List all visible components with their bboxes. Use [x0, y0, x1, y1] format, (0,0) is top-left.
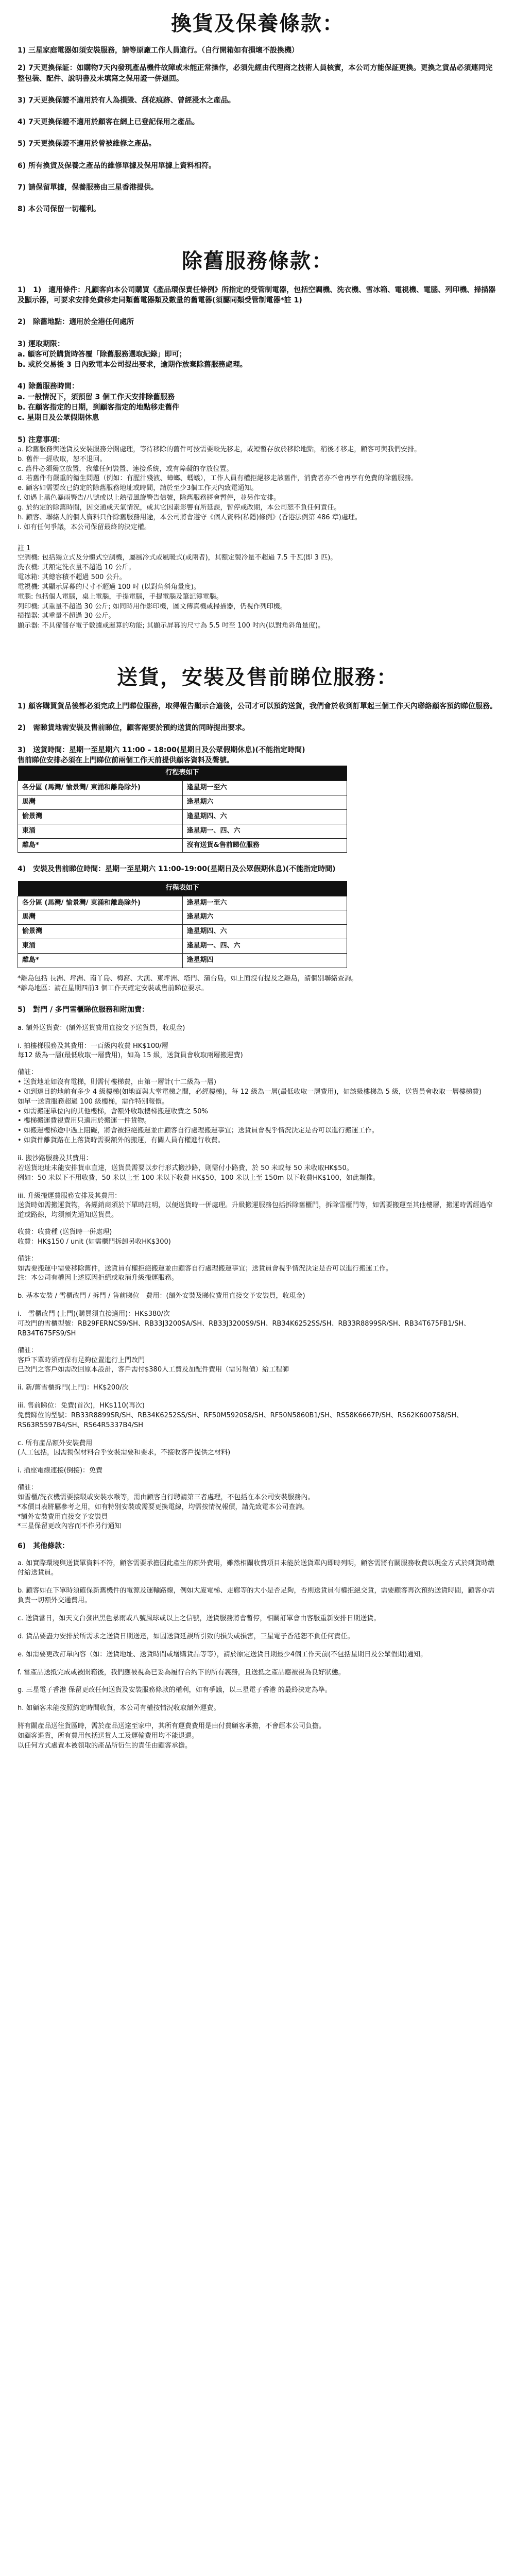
delivery-schedule-header: 行程表如下	[18, 766, 347, 781]
delivery-item-5: 5) 對門 / 多門雪櫃睇位服務和附加費：	[18, 1006, 149, 1014]
table-cell: 愉景灣	[18, 809, 183, 824]
table-row	[18, 910, 347, 925]
other-term-c: c. 送貨當日，如天文台發出黑色暴雨或八號風球或以上之信號，送貨服務將會暫停，相關訂單會由客服重新安排日期送貨。	[18, 1614, 381, 1622]
recycle-period-b: b. 或於交易後 3 日內致電本公司提出要求，逾期作放棄除舊服務處理。	[18, 361, 247, 369]
delivery-item-1: 1) 顧客購買貨品後都必須完成上門睇位服務，取得報告顯示合適後，公司才可以預約送貨，我們會於收到訂單起三個工作天內聯絡顧客預約睇位服務。	[18, 702, 497, 711]
other-term-d: d. 貨品要盡力安排於所需求之送貨日期送達，如因送貨延誤所引致的損失或損害，三星電子香港恕不負任何責任。	[18, 1632, 354, 1640]
table-row	[18, 939, 347, 954]
stairs-remark-3: 如單一送貨服務超過 100 級樓梯，需作特別報價。	[18, 1097, 169, 1106]
delivery-item-4: 4) 安裝及售前睇位時間：星期一至星期六 11:00-19:00(星期日及公眾假期休息)(不能指定時間)	[18, 865, 336, 874]
table-row	[18, 925, 347, 939]
table-cell: 愉景灣	[18, 925, 183, 939]
exchange-item-2: 2) 7天更換保証：如購物7天內發現產品機件故障或未能正常操作，必須先經由代理商之技術人員核實，本公司方能保証更換。更換之貨品必須連同完整包裝、配件、說明書及未填寫之保用證一併退回。	[18, 64, 493, 83]
table-row	[18, 838, 347, 853]
recycle-note-i: i. 如有任何爭議，本公司保留最終的決定權。	[18, 523, 151, 531]
recycle-time-c: c. 星期日及公眾假期休息	[18, 414, 99, 422]
table-row	[18, 896, 347, 910]
path-fee-head: ii. 搬沙路服務及其費用：	[18, 1155, 93, 1162]
stairs-remark-7: • 如貨件離貨路在上落貨時需要額外的搬運，有關人員有權進行收費。	[18, 1137, 225, 1145]
other-term-g: g. 三星電子香港 保留更改任何送貨及安裝服務條款的權利，如有爭議，以三星電子香港 的最終決定為準。	[18, 1686, 332, 1694]
upgrade-fee-line-5: 如需要搬運中需要移除舊件，送貨員有權拒絕搬運並由顧客自行處理搬運事宜；送貨員會視乎情況決定是否可以進行搬運工作。	[18, 1264, 393, 1273]
stairs-remark-4: • 如需搬運單位內的其他樓梯，會額外收取樓梯搬運收費之 50%	[18, 1107, 208, 1115]
recycle-footnote-3: 電冰箱: 其總容積不超過 500 公升。	[18, 573, 126, 582]
door-reverse-remark-head: 備註：	[18, 1346, 38, 1354]
upgrade-fee-line-6: 註：本公司有權因上述原因拒絕或取消升級搬運服務。	[18, 1274, 179, 1282]
exchange-item-5: 5) 7天更換保證不適用於曾被維修之產品。	[18, 140, 156, 148]
recycle-location: 2) 除舊地點：適用於全港任何處所	[18, 318, 134, 327]
presale-visit-head: iii. 售前睇位：免費(首次)，HK$110(再次)	[18, 1402, 145, 1410]
exchange-item-1: 1) 三星家庭電器如須安裝服務，請等原廠工作人員進行。（自行開箱如有損壞不設換機）	[18, 46, 299, 55]
other-term-i-2: 如顧客退貨，所有費用包括送貨人工及運輸費用均不能退還。	[18, 1732, 199, 1740]
door-reverse-remark-2: 已改門之客戶如需改回原本設計，客戶需付$380人工費及加配件費用（需另報價）給工程師	[18, 1366, 289, 1374]
table-row	[18, 795, 347, 810]
other-term-h: h. 如顧客未能按照約定時間收貨，本公司有權按情況收取額外運費。	[18, 1704, 220, 1713]
delivery-service-title: 送貨，安裝及售前睇位服務：	[117, 666, 398, 690]
stairs-remark-2: • 如到達目的地前有多少 4 級樓梯(如地面與大堂電梯之間，必經樓梯)，每 12 級為一層(最低收取一層費用)，如該級樓梯為 5 級，送貨員會收取一層樓梯費)	[18, 1088, 482, 1096]
table-cell: 逢星期四	[182, 953, 347, 968]
upgrade-fee-line-1: 送貨時如需搬運貨物，各經銷商須於下單時註明，以便送貨時一併處理。升級搬運服務包括拆除舊櫃門，拆除雪櫃門等，如需要搬運至其他樓層，搬運時需經過窄道或路線，均須預先通知送貨員。	[18, 1201, 493, 1219]
recycle-footnote-2: 洗衣機: 其額定洗衣量不超過 10 公斤。	[18, 564, 135, 572]
plug-connect-value: 免費	[89, 1467, 103, 1475]
recycle-footnote-1: 空調機: 包括獨立式及分體式空調機，屬風冷式或風暖式(或兩者)，其額定製冷量不超過 7.5 千瓦(即 3 匹)。	[18, 554, 337, 562]
install-fee-head: b. 基本安裝 / 雪櫃改門 / 拆門 / 售前睇位 費用：(額外安裝及睇位費用直接交予安裝員，收現金)	[18, 1292, 305, 1300]
table-row	[18, 781, 347, 795]
stairs-remark-1: • 送貨地址如沒有電梯，則需付樓梯費，由第一層計(十二級為一層)	[18, 1078, 216, 1087]
door-reverse-head: i. 雪櫃改門 (上門)(購買須直接適用)：HK$380/次	[18, 1310, 170, 1318]
table-cell: 逢星期一、四、六	[182, 824, 347, 838]
install-schedule-table	[18, 881, 347, 968]
upgrade-fee-line-3: 收費：HK$150 / unit (如需櫃門拆卸另收HK$300)	[18, 1238, 171, 1246]
stairs-remark-6: • 如搬運樓梯途中遇上阻礙，將會被拒絕搬運並由顧客自行處理搬運事宜；送貨員會視乎情況決定是否可以進行搬運工作。	[18, 1127, 379, 1135]
stairs-remark-5: • 樓梯搬運費視費用只適用於搬運一件貨物。	[18, 1117, 151, 1125]
extra-install-head: c. 所有產品額外安裝費用	[18, 1439, 93, 1447]
recycle-note-e: e. 顧客如需要改已約定的除舊服務地址或時間，請於至少3個工作天內致電通知。	[18, 484, 258, 493]
recycle-footnote-head: 註 1	[18, 544, 31, 552]
table-cell: 逢星期一至六	[182, 896, 347, 910]
recycle-period-a: a. 顧客可於購貨時答覆「除舊服務選取紀錄」即可；	[18, 350, 186, 359]
extra-delivery-fee: a. 額外送貨費：(額外送貨費用直接交予送貨員，收現金)	[18, 1024, 185, 1032]
table-cell: 各分區 (馬灣/ 愉景灣/ 東涌和離島除外)	[18, 781, 183, 795]
stairs-remarks-head: 備註：	[18, 1069, 38, 1077]
recycle-note-a: a. 除舊服務與送貨及安裝服務分開處理，等待移除的舊件可按需要較先移走，或短暫存放於移除地點，稍後才移走，顧客可與我們安排。	[18, 445, 421, 453]
table-cell: 離島*	[18, 953, 183, 968]
table-cell: 逢星期六	[182, 795, 347, 810]
other-term-f: f. 當產品送抵完成或被開箱後，我們應被視為已妥為履行合約下的所有義務，且送抵之產品應被視為良好狀態。	[18, 1668, 345, 1676]
path-fee-line-1: 若送貨地址未能安排貨車直達，送貨員需要以步行形式搬沙路，則需付小路費，於 50 米或每 50 米收取HK$50。	[18, 1164, 353, 1172]
upgrade-fee-line-2: 收費：收費種 (送貨時一併處理)	[18, 1228, 112, 1236]
delivery-schedule-table	[18, 766, 347, 853]
table-cell: 逢星期六	[182, 910, 347, 925]
recycle-note-c: c. 舊件必須獨立放置，我離任何裝置、連接系統，或有障礙的存放位置。	[18, 465, 233, 473]
door-removal-fee: ii. 新/舊雪櫃拆門(上門)：HK$200/次	[18, 1384, 129, 1392]
recycle-note-h: h. 顧客、聯絡人的個人資料只作除舊服務用途，本公司將會遵守《個人資料(私隱)條例》(香港法例第 486 章)處理。	[18, 513, 362, 521]
recycle-footnote-5: 電腦: 包括個人電腦，桌上電腦，手提電腦，手提電腦及筆記簿電腦。	[18, 592, 223, 601]
recycle-service-title: 除舊服務條款：	[182, 249, 333, 273]
recycle-note-g: g. 於約定的除舊時間，因交通或天氣情況，或其它因素影響有所延誤，暫停或改期，本公司恕不負任何責任。	[18, 504, 341, 512]
exchange-warranty-title: 換貨及保養條款：	[171, 12, 344, 36]
table-cell: 逢星期四、六	[182, 925, 347, 939]
island-note-1: *離島包括 長洲、坪洲、南丫島、梅窩、大澳、東坪洲、塔門、蒲台島，如上面沒有提及之離島，請個別聯絡查詢。	[18, 974, 358, 982]
other-term-a: a. 如實際環境與送貨單資料不符，顧客需要承擔因此產生的額外費用，雖然相關收費項目未能於送貨單內即時列明，顧客需將有關服務收費以現金方式於到貨時繳付給送貨員。	[18, 1559, 495, 1577]
other-term-b: b. 顧客如在下單時須確保新舊機件的電源及運輸路線，例如大廈電梯、走廊等的大小是否足夠，否則送貨員有權拒絕交貨，需要顧客再次預約送貨時間，顧客亦需負責一切額外交通費用。	[18, 1587, 495, 1605]
recycle-footnote-7: 掃描器: 其重量不超過 30 公斤。	[18, 612, 115, 620]
plug-remark-head: 備註：	[18, 1484, 38, 1492]
plug-connect-fee	[18, 1466, 497, 1476]
table-row	[18, 953, 347, 968]
table-cell: 逢星期一、四、六	[182, 939, 347, 954]
exchange-item-6: 6) 所有換貨及保養之產品的維修單據及保用單據上資料相符。	[18, 161, 216, 170]
table-cell: 東涌	[18, 939, 183, 954]
plug-remark-3: *額外安裝費用直接交予安裝員	[18, 1513, 108, 1521]
exchange-list	[18, 45, 497, 215]
recycle-footnote-6: 列印機: 其重量不超過 30 公斤; 如同時用作影印機，圖文傳真機或掃描器，仍視作列印機。	[18, 602, 287, 611]
recycle-time-a: a. 一般情況下，須預留 3 個工作天安排除舊服務	[18, 393, 175, 401]
recycle-period-head: 3) 運取期限：	[18, 340, 65, 348]
recycle-note-b: b. 舊件一經收取，恕不退回。	[18, 455, 107, 463]
table-cell: 東涌	[18, 824, 183, 838]
path-fee-line-2: 例如：50 米以下不用收費，50 米以上至 100 米以下收費 HK$50，100 米以上至 150m 以下收費HK$100，如此類推。	[18, 1174, 380, 1182]
other-term-i-1: 將有關產品送往貨區時，需於產品送達至家中，其所有運費費用是由付費顧客承擔，不會經本公司負擔。	[18, 1722, 326, 1731]
upgrade-fee-head: iii. 升級搬運費服務安排及其費用：	[18, 1192, 122, 1200]
stairs-fee-head: i. 拍樓梯服務及其費用：一百級內收費 HK$100/層	[18, 1042, 168, 1050]
other-term-e: e. 如需要更改訂單內容（如：送貨地址、送貨時間或增購貨品等等），請於原定送貨日期最少4個工作天前(不包括星期日及公眾假期)通知。	[18, 1650, 427, 1658]
exchange-item-8: 8) 本公司保留一切權利。	[18, 205, 101, 214]
plug-remark-4: *三星保留更改內容而不作另行通知	[18, 1522, 122, 1531]
delivery-item-3: 3) 送貨時間：星期一至星期六 11:00 – 18:00(星期日及公眾假期休息)(不能指定時間)	[18, 745, 305, 754]
exchange-item-7: 7) 請保留單據，保養服務由三星香港提供。	[18, 183, 159, 192]
presale-visit-models: 免費睇位的型號：RB33R8899SR/SH、RB34K6252SS/SH、RF50M5920S8/SH、RF50N5860B1/SH、RS58K6667P/SH、RS62K6007S8/SH、RS63R5597B4/SH、RS64R5337B4/SH	[18, 1411, 464, 1429]
table-cell: 逢星期四、六	[182, 809, 347, 824]
table-cell: 沒有送貨&售前睇位服務	[182, 838, 347, 853]
door-reverse-models: 可改門的雪櫃型號：RB29FERNCS9/SH、RB33J3200SA/SH、RB33J3200S9/SH、RB34K6252SS/SH、RB33R8899SR/SH、RB34T675FB1/SH、RB34T675FS9/SH	[18, 1319, 471, 1337]
island-note-2: *離島地區：請在星期四前3 個工作天確定安裝或售前睇位要求。	[18, 984, 208, 992]
recycle-time-head: 4) 除舊服務時間：	[18, 382, 79, 391]
recycle-section	[18, 285, 497, 631]
recycle-notes-head: 5) 注意事項：	[18, 435, 65, 444]
exchange-item-4: 4) 7天更換保證不適用於顧客在網上已登記保用之產品。	[18, 118, 199, 127]
delivery-section	[18, 701, 497, 1751]
upgrade-fee-line-4: 備註：	[18, 1255, 38, 1263]
table-row	[18, 809, 347, 824]
table-cell: 離島*	[18, 838, 183, 853]
table-cell: 各分區 (馬灣/ 愉景灣/ 東涌和離島除外)	[18, 896, 183, 910]
table-cell: 馬灣	[18, 910, 183, 925]
table-cell: 馬灣	[18, 795, 183, 810]
stairs-fee-line: 每12 級為一層(最低收取一層費用)，如為 15 級，送貨員會收取兩層搬運費)	[18, 1052, 243, 1060]
table-cell: 逢星期一至六	[182, 781, 347, 795]
recycle-footnote-4: 電視機: 其顯示屏幕的尺寸不超過 100 吋 (以對角斜角量度)。	[18, 583, 200, 591]
recycle-note-d: d. 若舊件有嚴重的衛生問題（例如：有腥汁殘液、蟑螂、螞蟻），工作人員有權拒絕移走該舊件，消費者亦不會再享有免費的除舊服務。	[18, 474, 418, 483]
plug-connect-label: i. 插座電線連接(倒接)：	[18, 1467, 90, 1475]
plug-remark-2: *本價目表將屬參考之用，如有特別安裝或需要更換電線，均需按情況報價，請先致電本公司查詢。	[18, 1503, 309, 1511]
recycle-footnote-8: 顯示器: 不具備儲存電子數據或運算的功能; 其顯示屏幕的尺寸為 5.5 吋至 100 吋內(以對角斜角量度)。	[18, 622, 325, 630]
recycle-time-b: b. 在顧客指定的日期，到顧客指定的地點移走舊件	[18, 403, 180, 412]
plug-remark-1: 如雪櫃/洗衣機需要接駁或安裝水喉等，需由顧客自行聘請第三者處理，不包括在本公司安裝服務內。	[18, 1493, 315, 1501]
other-terms-head: 6) 其他條款：	[18, 1542, 70, 1551]
other-term-i-3: 以任何方式處置本被領取的產品所衍生的責任由顧客承擔。	[18, 1741, 192, 1750]
recycle-note-f: f. 如遇上黑色暴雨警告/八號或以上熱帶風旋警告信號，除舊服務將會暫停，並另作安排。	[18, 494, 281, 502]
extra-install-line: (人工包括，因需獨保材料合乎安裝需要和要求，不接收客戶提供之材料)	[18, 1449, 231, 1457]
delivery-item-2: 2) 需睇貨地需安裝及售前睇位，顧客需要於預約送貨的同時提出要求。	[18, 724, 250, 733]
table-row	[18, 824, 347, 838]
recycle-condition: 1) 1) 適用條件：凡顧客向本公司購買《產品環保責任條例》所指定的受管制電器，包括空調機、洗衣機、雪冰箱、電視機、電腦、列印機、掃描器及顯示器，可要求安排免費移走同類舊電器類及數量的舊電器(須屬同類受管制電器*註 1)	[18, 285, 496, 304]
exchange-item-3: 3) 7天更換保證不適用於有人為損毀、刮花痕跡、曾經浸水之產品。	[18, 96, 235, 105]
door-reverse-remark-1: 客戶下單時須確保有足夠位置進行上門改門	[18, 1356, 145, 1364]
delivery-item-3-sub: 售前睇位安排必須在上門睇位前兩個工作天前提供顧客資料及聲號。	[18, 756, 234, 765]
install-schedule-header: 行程表如下	[18, 881, 347, 896]
